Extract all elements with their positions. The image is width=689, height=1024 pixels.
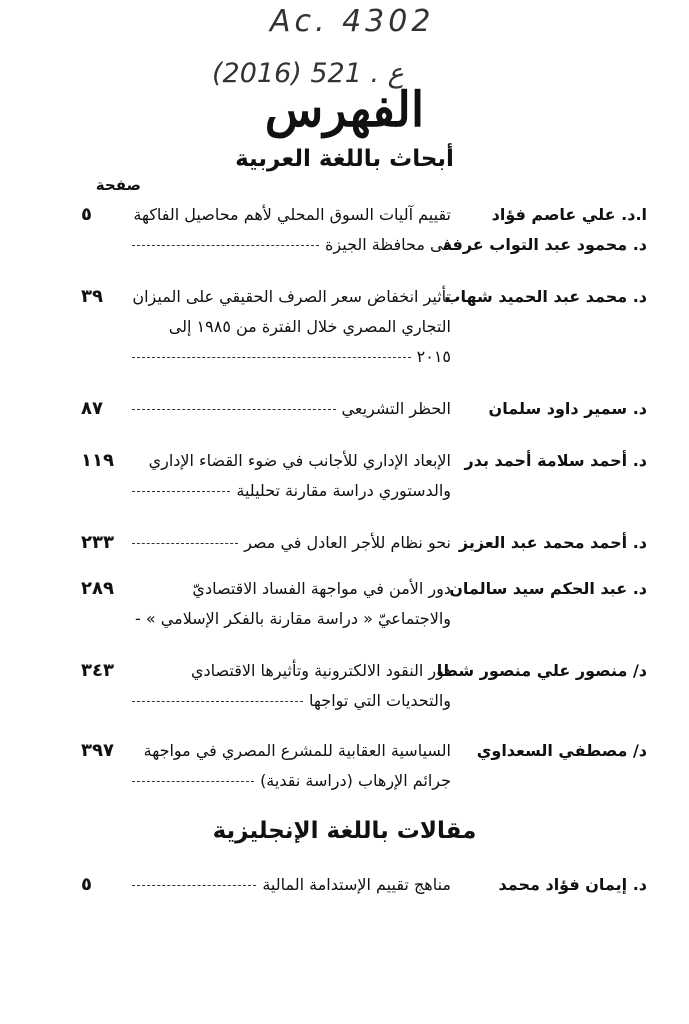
entry-page-number: ٢٨٩ bbox=[81, 578, 114, 599]
page-column-label: صفحة bbox=[95, 176, 141, 194]
entry-authors bbox=[447, 446, 647, 476]
entry-authors bbox=[447, 394, 647, 424]
title-line: والدستوري دراسة مقارنة تحليلية bbox=[236, 481, 451, 500]
entry-title bbox=[126, 736, 451, 796]
page-title: الفهرس bbox=[264, 82, 425, 138]
author-name: د. أحمد محمد عبد العزيز bbox=[458, 533, 647, 552]
entry-page-number: ١١٩ bbox=[81, 450, 114, 471]
leader-dashes bbox=[132, 356, 411, 358]
entry-title bbox=[126, 446, 451, 506]
section-arabic-research: أبحاث باللغة العربية bbox=[235, 146, 454, 172]
entry-title bbox=[126, 656, 451, 716]
leader-dashes bbox=[132, 884, 256, 886]
entry-authors bbox=[442, 200, 647, 260]
entry-page-number: ٨٧ bbox=[81, 398, 103, 419]
title-line: الحظر التشريعي bbox=[341, 399, 451, 418]
entry-page-number: ٣٤٣ bbox=[81, 660, 114, 681]
title-line: فى محافظة الجيزة bbox=[325, 235, 451, 254]
entry-page-number: ٢٣٣ bbox=[81, 532, 114, 553]
title-line: التجاري المصري خلال الفترة من ١٩٨٥ إلى bbox=[168, 317, 451, 336]
entry-page-number: ٣٩٧ bbox=[81, 740, 114, 761]
leader-dashes bbox=[132, 700, 303, 702]
title-line: السياسية العقابية للمشرع المصري في مواجهة bbox=[143, 741, 451, 760]
handwritten-reference: (2016) 521 . ع bbox=[212, 58, 404, 89]
title-line: والتحديات التي تواجها bbox=[309, 691, 451, 710]
title-line: ٢٠١٥ bbox=[416, 347, 451, 366]
title-line: والاجتماعيّ « دراسة مقارنة بالفكر الإسلامي » - bbox=[135, 609, 451, 628]
author-name: د. أحمد سلامة أحمد بدر bbox=[464, 451, 647, 470]
entry-authors bbox=[447, 870, 647, 900]
title-line: تأثير انخفاض سعر الصرف الحقيقي على الميزان bbox=[132, 287, 451, 306]
author-name: ا.د. علي عاصم فؤاد bbox=[491, 205, 647, 224]
leader-dashes bbox=[132, 490, 230, 492]
author-name: د. إيمان فؤاد محمد bbox=[498, 875, 647, 894]
leader-dashes bbox=[132, 780, 254, 782]
entry-authors bbox=[447, 574, 647, 604]
title-line: دور النقود الالكترونية وتأثيرها الاقتصادي bbox=[191, 661, 451, 680]
leader-dashes bbox=[132, 408, 336, 410]
entry-page-number: ٥ bbox=[81, 204, 92, 225]
entry-page-number: ٥ bbox=[81, 874, 92, 895]
title-line: الإبعاد الإداري للأجانب في ضوء القضاء الإداري bbox=[148, 451, 451, 470]
author-name: د. سمير داود سلمان bbox=[488, 399, 647, 418]
author-name: د. محمود عبد التواب عرفة bbox=[442, 235, 647, 254]
entry-title bbox=[126, 528, 451, 558]
entry-title bbox=[126, 282, 451, 372]
author-name: د/ مصطفي السعداوي bbox=[476, 741, 647, 760]
title-line: دور الأمن في مواجهة الفساد الاقتصاديّ bbox=[192, 579, 451, 598]
title-line: مناهج تقييم الإستدامة المالية bbox=[262, 875, 451, 894]
entry-authors bbox=[436, 656, 647, 686]
title-line: جرائم الإرهاب (دراسة نقدية) bbox=[260, 771, 451, 790]
leader-dashes bbox=[132, 244, 319, 246]
entry-title bbox=[126, 574, 451, 634]
title-line: نحو نظام للأجر العادل في مصر bbox=[244, 533, 451, 552]
leader-dashes bbox=[132, 542, 238, 544]
entry-authors bbox=[447, 736, 647, 766]
entry-authors bbox=[444, 282, 647, 312]
section-english-articles: مقالات باللغة الإنجليزية bbox=[212, 818, 477, 844]
author-name: د. عبد الحكم سيد سالمان bbox=[449, 579, 647, 598]
entry-title bbox=[126, 394, 451, 424]
author-name: د/ منصور علي منصور شطا bbox=[436, 661, 647, 680]
entry-page-number: ٣٩ bbox=[81, 286, 103, 307]
handwritten-accession-number: Ac. 4302 bbox=[270, 4, 435, 39]
entry-title bbox=[126, 870, 451, 900]
author-name: د. محمد عبد الحميد شهاب bbox=[444, 287, 647, 306]
entry-authors bbox=[447, 528, 647, 558]
title-line: تقييم آليات السوق المحلي لأهم محاصيل الفاكهة bbox=[133, 205, 451, 224]
entry-title bbox=[126, 200, 451, 260]
